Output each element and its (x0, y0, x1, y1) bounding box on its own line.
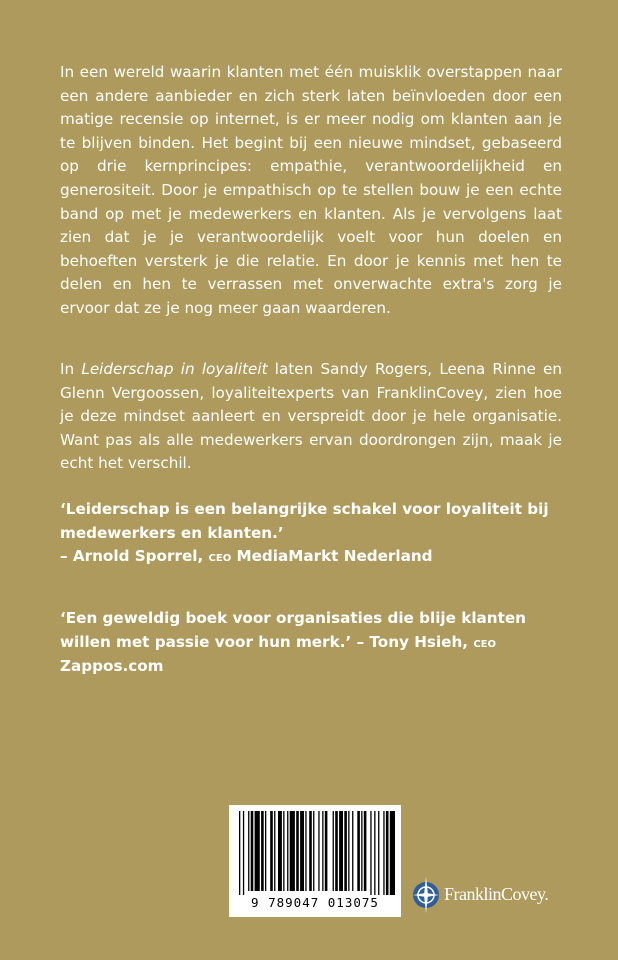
barcode-bar (348, 811, 349, 891)
book-paragraph (60, 358, 562, 476)
barcode-bar (309, 811, 312, 891)
barcode-bar (265, 811, 266, 891)
barcode-bar (333, 811, 334, 891)
barcode-bar (313, 811, 314, 891)
franklincovey-compass-icon (411, 873, 441, 915)
quote-hsieh (60, 607, 562, 679)
barcode-bar (305, 811, 306, 891)
barcode-bar (370, 811, 371, 895)
barcode-bar (352, 811, 353, 891)
quote-attribution-prefix: – Arnold Sporrel, (60, 547, 209, 566)
barcode-bar (251, 811, 254, 891)
barcode-bar (255, 811, 260, 891)
logo-wordmark: FranklinCovey. (444, 884, 549, 904)
barcode-bar (278, 811, 282, 891)
quote-attribution-role: ceo (208, 549, 232, 566)
barcode-bar (325, 811, 328, 891)
barcode-bar (318, 811, 319, 891)
barcode-bar (386, 811, 389, 895)
quote-text: ‘Een geweldig boek voor organisaties die blije klanten willen met passie voor hun merk.’ (60, 609, 526, 651)
isbn-number: 9 789047 013075 (251, 895, 379, 910)
barcode-bar (290, 811, 295, 891)
barcode-bars (229, 805, 401, 895)
barcode-bar (287, 811, 288, 891)
barcode-bar (300, 811, 304, 891)
quote-attribution-org: Zappos.com (60, 657, 164, 676)
barcode-bar (248, 811, 249, 891)
barcode-bar (344, 811, 347, 891)
barcode-bar (239, 811, 240, 895)
barcode-bar (296, 811, 299, 891)
barcode-bar (364, 811, 367, 891)
intro-paragraph: In een wereld waarin klanten met één muisklik overstappen naar een andere aanbieder en zich sterk laten beïnvloeden door een matige recensie op internet, is er meer nodig om klanten aan je te blijven binden. Het begint bij een nieuwe mindset, gebaseerd op drie kernprincipes: empathie, verantwoordelijkheid en generositeit. Door je empathisch op te stellen bouw je een echte band op met je medewerkers en klanten. Als je vervolgens laat zien dat je je verantwoordelijk voelt voor hun doelen en behoeften versterk je die relatie. En door je kennis met hen te delen en hen te verrassen met onverwachte extra's zorg je ervoor dat ze je nog meer gaan waarderen. (60, 63, 562, 317)
barcode-bar (270, 811, 273, 891)
quote-attribution-prefix: – Tony Hsieh, (351, 632, 474, 651)
barcode-bar (322, 811, 323, 891)
franklincovey-logo (411, 873, 571, 915)
quote-text: ‘Leiderschap is een belangrijke schakel voor loyaliteit bij medewerkers en klanten.’ (60, 500, 549, 542)
isbn-barcode (229, 805, 401, 917)
paragraph-lead: In (60, 360, 82, 378)
quote-attribution-org: MediaMarkt Nederland (231, 547, 433, 566)
barcode-bar (274, 811, 275, 891)
barcode-bar (243, 811, 244, 895)
barcode-bar (357, 811, 360, 891)
barcode-bar (339, 811, 343, 891)
quote-attribution-role: ceo (473, 634, 496, 651)
barcode-bar (374, 811, 375, 895)
barcode-bar (378, 811, 379, 895)
barcode-bar (390, 811, 395, 895)
quote-sporrel (60, 498, 562, 570)
barcode-bar (335, 811, 338, 891)
barcode-bar (361, 811, 362, 891)
paragraph-rest: laten Sandy Rogers, Leena Rinne en Glenn Vergoossen, loyaliteitexperts van FranklinCovey, zien hoe je deze mindset aanleert en verspreidt door je hele organisatie. Want pas als alle medewerkers ervan doordrongen zijn, maak je echt het verschil. (60, 360, 563, 473)
barcode-bar (283, 811, 284, 891)
book-title: Leiderschap in loyaliteit (81, 360, 268, 378)
barcode-bar (383, 811, 384, 895)
barcode-bar (261, 811, 264, 891)
